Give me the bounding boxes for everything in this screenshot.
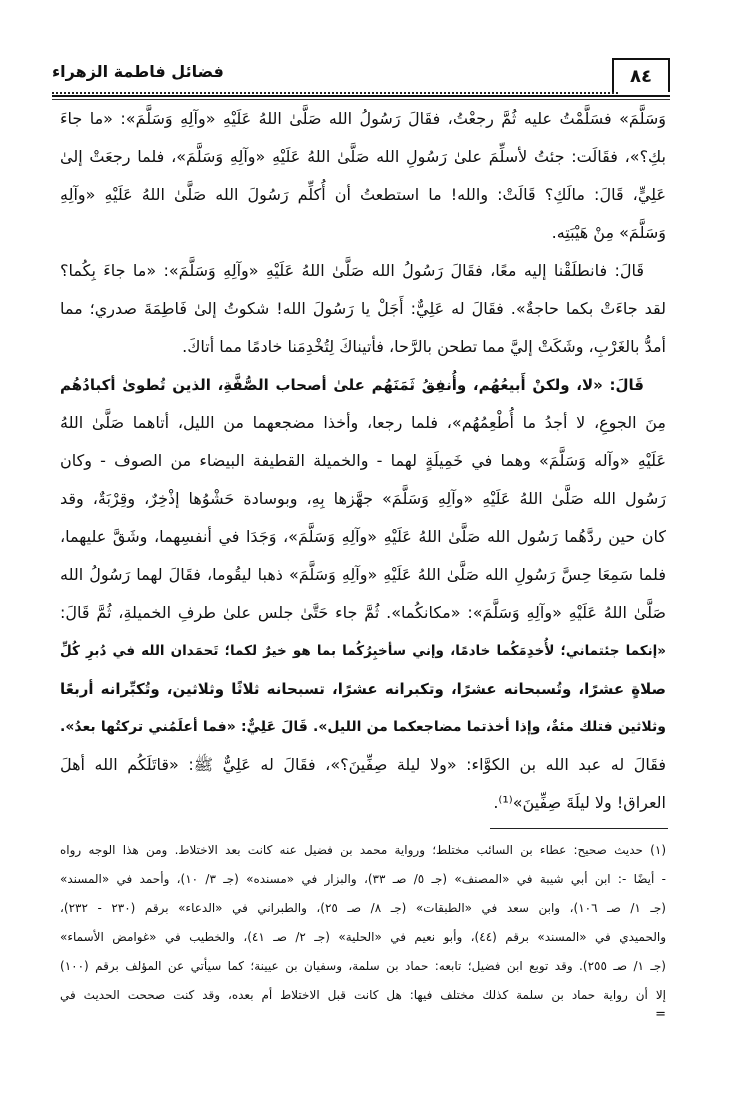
text-line: صَلَّىٰ اللهُ عَلَيْهِ «وآلِهِ وَسَلَّمَ»: «مكانكُما». ثُمَّ جاء حَتَّىٰ جلس علىٰ طرفِ الخميلةِ، ثُمَّ قَالَ: — [60, 603, 666, 622]
footnote-line: إلا أن رواية حماد بن سلمة كذلك مختلف فيها: هل كانت قبل الاختلاط أم بعده، وقد كنت صححت الحديث في — [60, 988, 666, 1002]
text-line: رَسُول الله صَلَّىٰ اللهُ عَلَيْهِ «وآلِهِ وَسَلَّمَ» جهَّزها بِهِ، وبوسادة حَشْوُها إذْخِرٌ، وقِرْبَةٌ، وقد — [60, 489, 666, 508]
text-line: عَلَيْهِ «وآله وَسَلَّمَ» وهما في خَمِيلَةٍ لهما - والخميلة القطيفة البيضاء من الصوف - وكان — [60, 451, 666, 470]
text-line: وَسَلَّمَ» مِنْ هَيْبَتِه. — [551, 223, 666, 242]
text-line: «إنكما جئتماني؛ لأُخدِمَكُما خادمًا، وإني سأخبِرُكُما بما هو خيرٌ لكما؛ تَحمَدان الله في دُبرِ كُلِّ — [60, 643, 666, 659]
text-line: لقد جاءَتْ بكما حاجةٌ». فقَالَ له عَلِيٌّ: أَجَلْ يا رَسُولَ الله! شكوتُ إلىٰ فَاطِمَةَ صدري؛ مما — [60, 299, 666, 318]
text-line: بكِ؟»، فقَالَت: جئتُ لأسلِّمَ علىٰ رَسُولِ الله صَلَّىٰ اللهُ عَلَيْهِ «وآلِهِ وَسَلَّمَ»، فلما رجعَتْ إلىٰ — [60, 147, 666, 166]
footnote-continuation-mark: = — [655, 1007, 666, 1022]
text-line: عَلِيٍّ، قَالَ: مالَكِ؟ قَالَتْ: والله! ما استطعتُ أن أُكلِّم رَسُولَ الله صَلَّىٰ اللهُ عَلَيْهِ «وآلِهِ — [60, 185, 666, 204]
text-line: وَسَلَّمَ» فسَلَّمْتُ عليه ثُمَّ رجعْتُ، فقَالَ رَسُولُ الله صَلَّىٰ اللهُ عَلَيْهِ «وآلِهِ وَسَلَّمَ»: «ما جاءَ — [60, 109, 666, 128]
text-line: صلاةٍ عشرًا، وتُسبحانه عشرًا، وتكبرانه عشرًا، تسبحانه ثلاثًا وثلاثين، وتُكبِّرانه أربعًا — [60, 680, 666, 698]
running-header — [52, 58, 670, 94]
text-line: كان حين ردَّهُما رَسُول الله صَلَّىٰ اللهُ عَلَيْهِ «وآلِهِ وَسَلَّمَ»، وَجَدَا في أنفسِهما، وشَقَّ عليهما، — [60, 527, 666, 546]
footnotes — [60, 836, 666, 1020]
footnote-line: - أيضًا -: ابن أبي شيبة في «المصنف» (جـ ٥/ صـ ٣٣)، والبزار في «مسنده» (جـ ٣/ ١٠)، وأحمد في «المسند» — [60, 872, 666, 886]
text-line: أمدُّ بالغَرْبِ، وشَكَتْ إليَّ مما تطحن بالرَّحا، فأتيناكَ لِتُخْدِمَنا خادمًا مما أتاكَ. — [182, 337, 666, 356]
page-number: ٨٤ — [612, 58, 670, 92]
text-line: قَالَ: «لا، ولكنْ أَبيعُهُم، وأُنفِقُ ثَمَنَهُم علىٰ أصحاب الصُّفَّةِ، الذين تُطوىٰ أكبادُهُم — [60, 376, 644, 394]
text-line: العراق! ولا ليلَةَ صِفِّينَ»⁽¹⁾. — [493, 793, 666, 812]
footnote-line: (جـ ١/ صـ ١٠٦)، وابن سعد في «الطبقات» (جـ ٨/ صـ ٢٥)، والطبراني في «الدعاء» برقم (٢٣٠ - ٢٣٢)، — [60, 901, 666, 915]
text-line: فلما سَمِعَا حِسَّ رَسُولِ الله صَلَّىٰ اللهُ عَلَيْهِ «وآلِهِ وَسَلَّمَ» ذهبا ليقُوما، فقَالَ لهما رَسُولُ الله — [60, 565, 666, 584]
text-line: قَالَ: فانطلَقْنا إليه معًا، فقَالَ رَسُولُ الله صَلَّىٰ اللهُ عَلَيْهِ «وآلِهِ وَسَلَّمَ»: «ما جاءَ بِكُما؟ — [60, 261, 644, 280]
book-title: فضائل فاطمة الزهراء — [52, 62, 224, 81]
footnote-line: والحميدي في «المسند» برقم (٤٤)، وأبو نعيم في «الحلية» (جـ ٢/ صـ ٤١)، والخطيب في «غوامض الأسماء» — [60, 930, 666, 944]
footnote-line: (جـ ١/ صـ ٢٥٥). وقد توبع ابن فضيل؛ تابعه: حماد بن سلمة، وسفيان بن عيينة؛ كما سيأتي عن المؤلف برقم (١٠٠) — [60, 959, 666, 973]
main-text — [60, 100, 666, 822]
text-line: فقَالَ له عبد الله بن الكوَّاء: «ولا ليلة صِفِّينَ؟»، فقَالَ له عَلِيٌّ ﷺ: «قاتَلَكُم الله أهلَ — [60, 755, 666, 774]
text-line: مِنَ الجوعِ، لا أجدُ ما أُطْعِمُهُم»، فلما رجعا، وأخذا مضجعهما من الليل، أتاهما صَلَّىٰ اللهُ — [60, 413, 666, 432]
header-dotted-rule — [52, 92, 618, 94]
text-line: وثلاثين فتلك مئةٌ، وإذا أخذتما مضاجعكما من الليل». قَالَ عَلِيٌّ: «فما أعلَمُني تركتُها بعدُ». — [60, 719, 666, 735]
header-rule — [52, 95, 670, 97]
footnote-line: (١) حديث صحيح: عطاء بن السائب مختلط؛ ورواية محمد بن فضيل عنه كانت بعد الاختلاط. ومن هذا الوجه رواه — [60, 843, 666, 857]
footnote-separator — [490, 828, 668, 829]
